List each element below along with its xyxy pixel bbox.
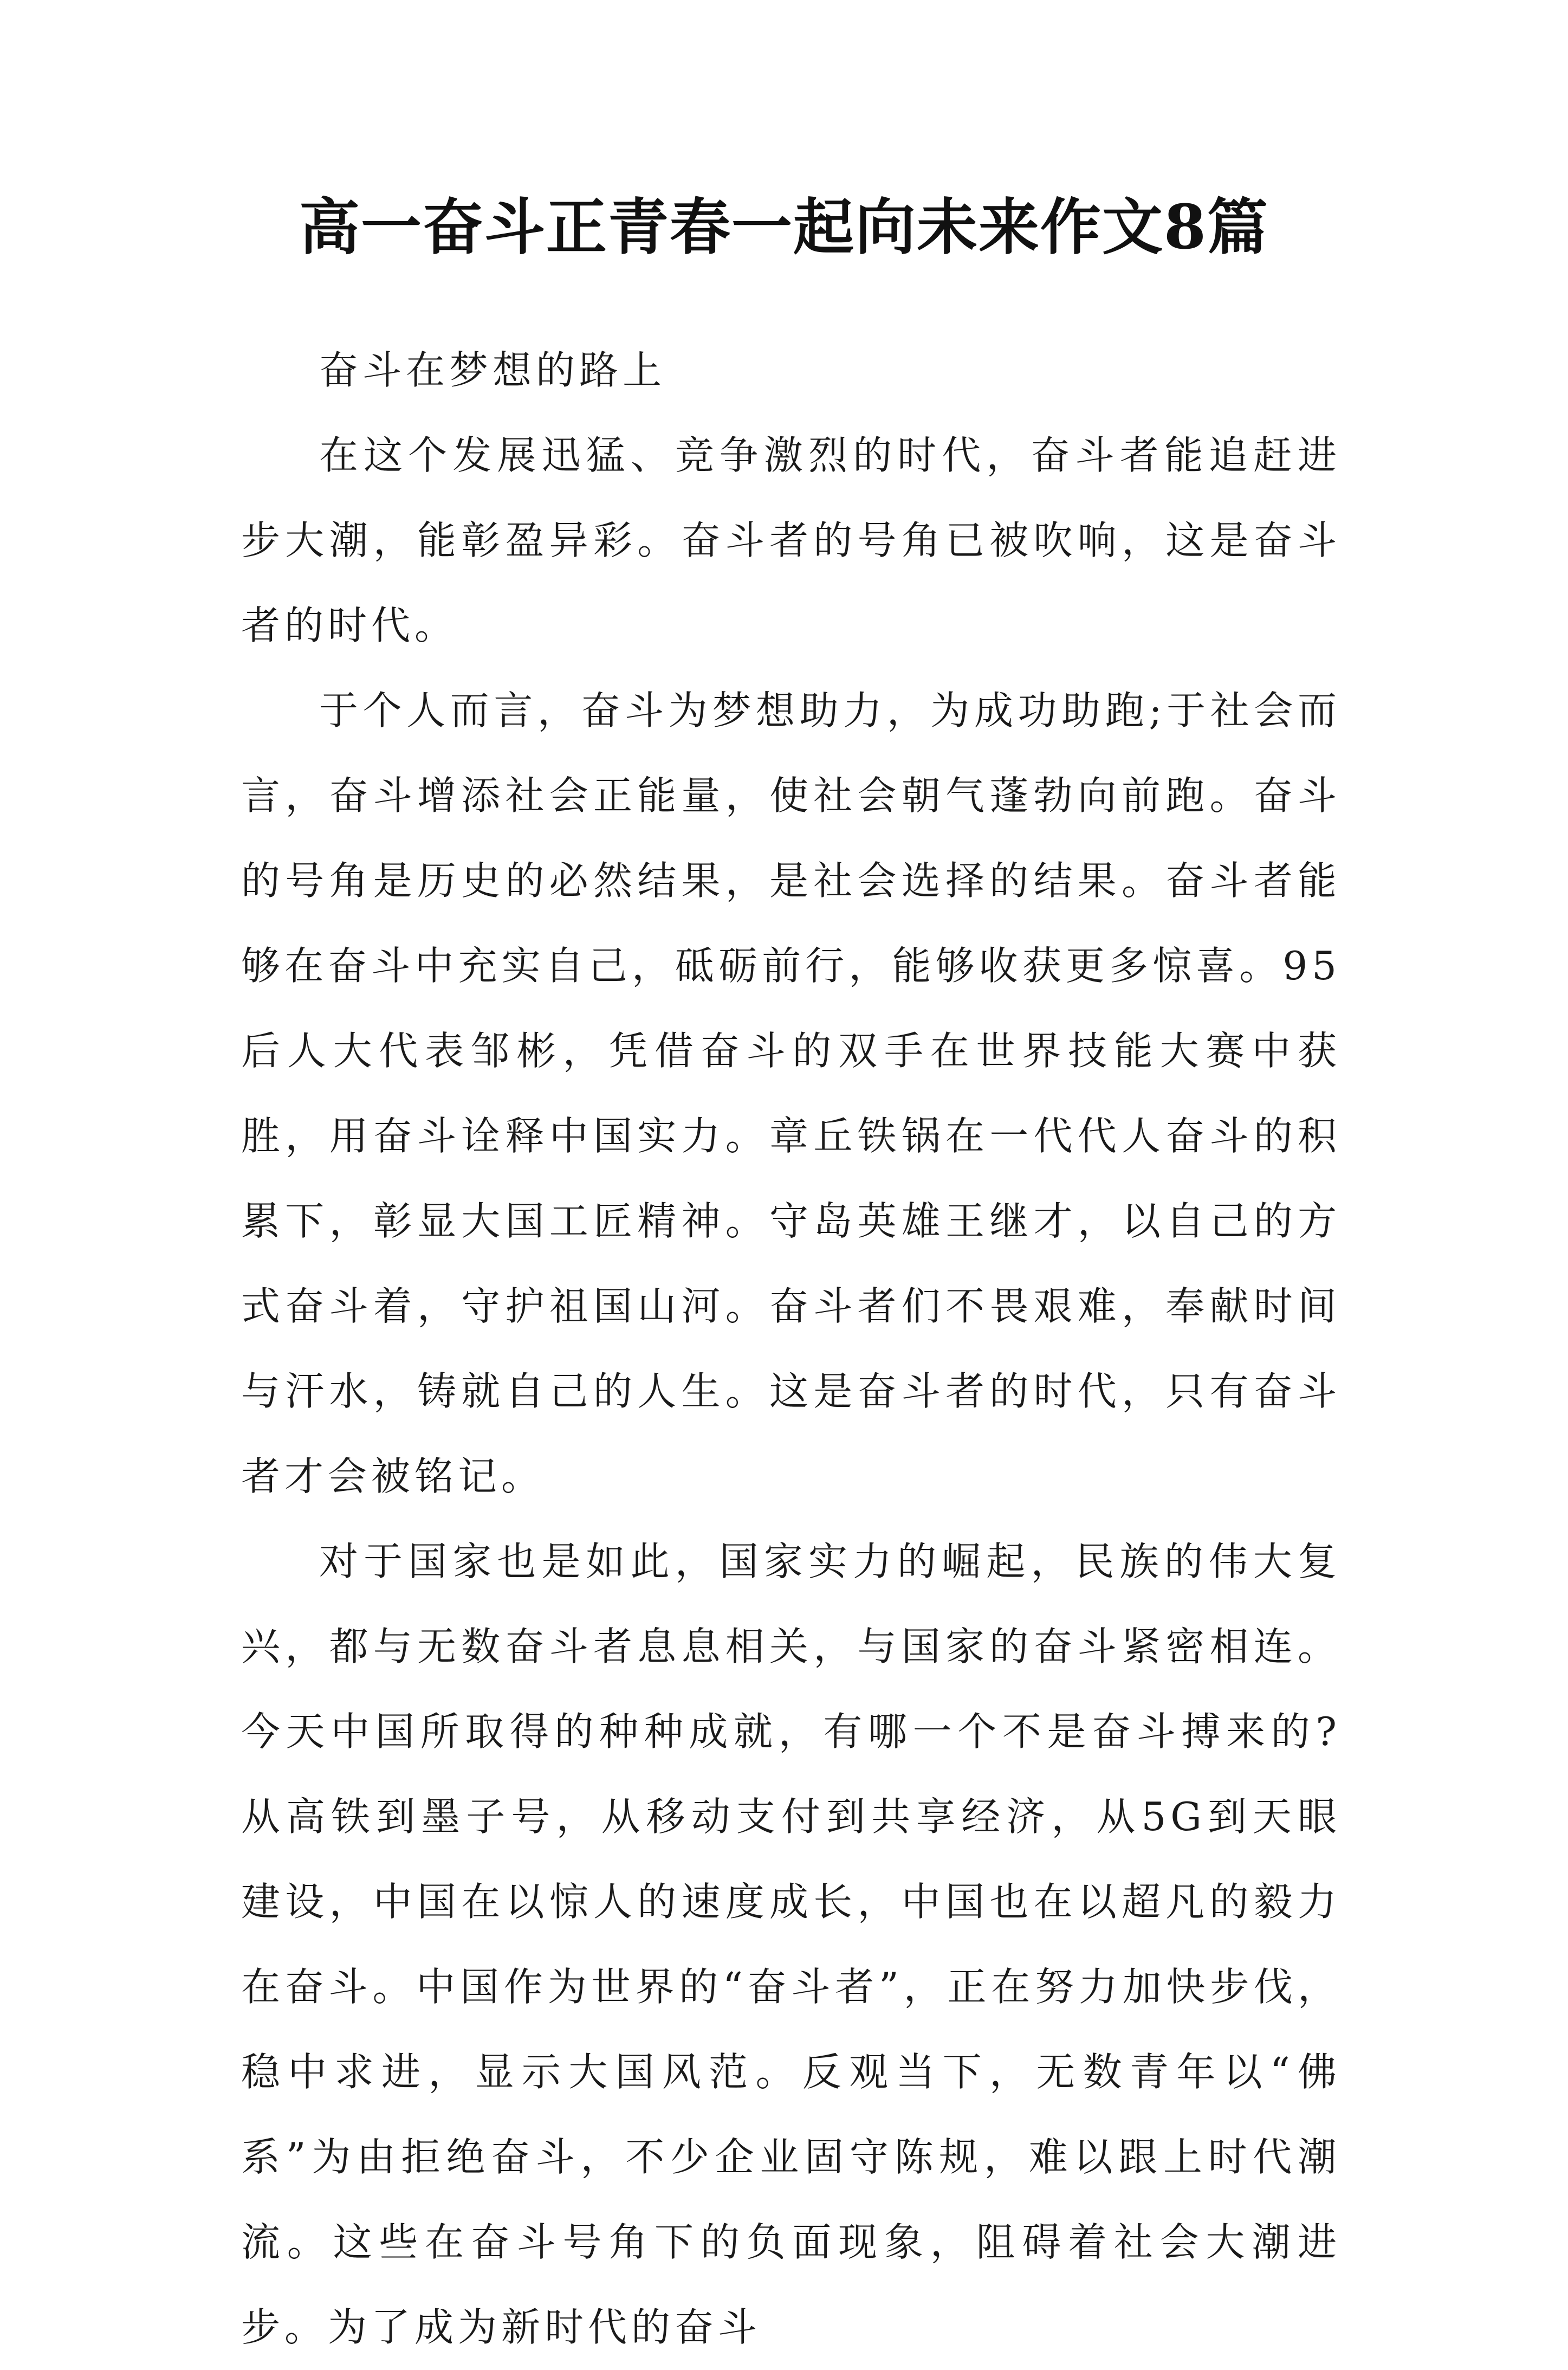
document-body — [241, 328, 1341, 2370]
document-title: 高一奋斗正青春一起向未来作文8篇 — [299, 192, 1269, 263]
paragraph: 对于国家也是如此，国家实力的崛起，民族的伟大复兴，都与无数奋斗者息息相关，与国家的奋斗紧密相连。今天中国所取得的种种成就，有哪一个不是奋斗搏来的?从高铁到墨子号，从移动支付到共享经济，从5G到天眼建设，中国在以惊人的速度成长，中国也在以超凡的毅力在奋斗。中国作为世界的“奋斗者”，正在努力加快步伐，稳中求进，显示大国风范。反观当下，无数青年以“佛系”为由拒绝奋斗，不少企业固守陈规，难以跟上时代潮流。这些在奋斗号角下的负面现象，阻碍着社会大潮进步。为了成为新时代的奋斗 — [241, 1539, 1341, 2350]
section-heading: 奋斗在梦想的路上 — [319, 347, 666, 393]
paragraph: 在这个发展迅猛、竞争激烈的时代，奋斗者能追赶进步大潮，能彰盈异彩。奋斗者的号角已被吹响，这是奋斗者的时代。 — [241, 432, 1341, 648]
paragraph: 于个人而言，奋斗为梦想助力，为成功助跑;于社会而言，奋斗增添社会正能量，使社会朝气蓬勃向前跑。奋斗的号角是历史的必然结果，是社会选择的结果。奋斗者能够在奋斗中充实自己，砥砺前行，能够收获更多惊喜。95后人大代表邹彬，凭借奋斗的双手在世界技能大赛中获胜，用奋斗诠释中国实力。章丘铁锅在一代代人奋斗的积累下，彰显大国工匠精神。守岛英雄王继才，以自己的方式奋斗着，守护祖国山河。奋斗者们不畏艰难，奉献时间与汗水，铸就自己的人生。这是奋斗者的时代，只有奋斗者才会被铭记。 — [241, 688, 1341, 1499]
